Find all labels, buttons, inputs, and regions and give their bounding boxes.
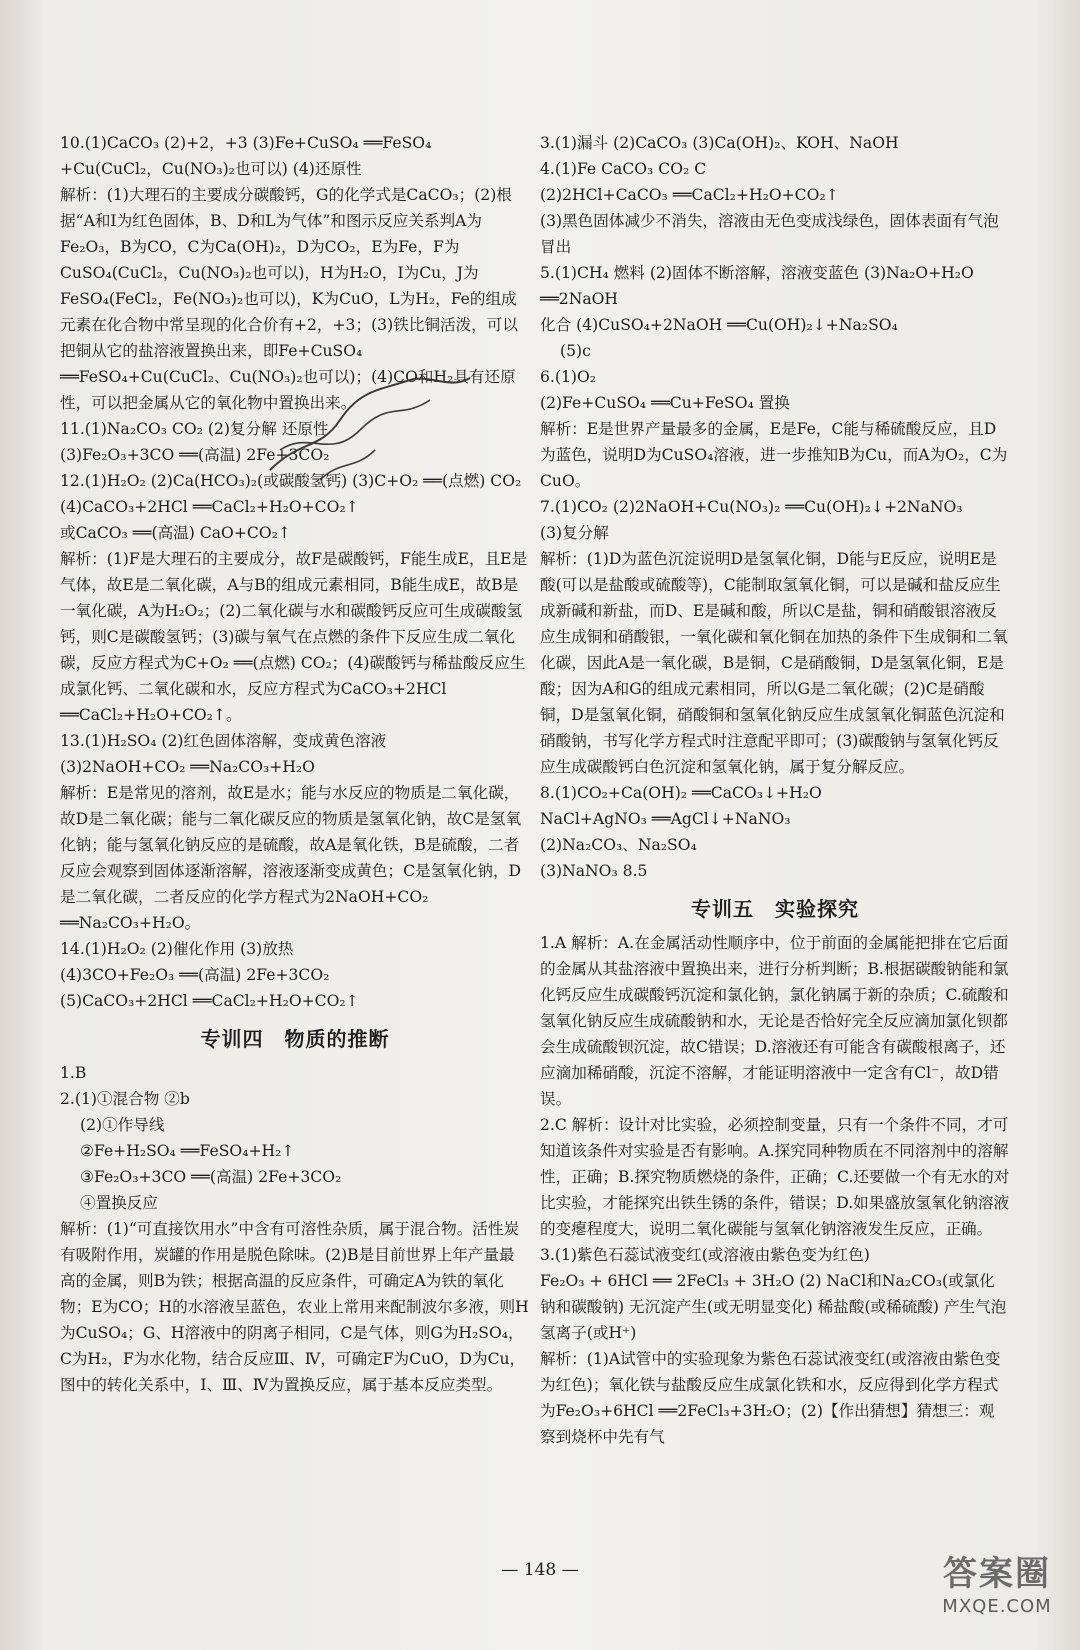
analysis-10: 解析：(1)大理石的主要成分碳酸钙，G的化学式是CaCO₃；(2)根据“A和I为红色固体，B、D和L为气体”和图示反应关系判A为Fe₂O₃，B为CO，C为Ca(OH)₂，D为CO₂，E为Fe，F为CuSO₄(CuCl₂，Cu(NO₃)₂也可以)，H为H₂O，I为Cu，J为FeSO₄(FeCl₂，Fe(NO₃)₂也可以)，K为CuO，L为H₂，Fe的组成元素在化合物中常呈现的化合价有+2，+3；(3)铁比铜活泼，可以把铜从它的盐溶液置换出来，即Fe+CuSO₄ ══FeSO₄+Cu(CuCl₂、Cu(NO₃)₂也可以)；(4)CO和H₂具有还原性，可以把金属从它的氧化物中置换出来。: [60, 186, 518, 412]
s4-answer-7: 7.(1)CO₂ (2)2NaOH+Cu(NO₃)₂ ══Cu(OH)₂↓+2NaNO₃: [540, 498, 963, 516]
s4-answer-7-3: (3)复分解: [540, 524, 609, 542]
answer-14: 14.(1)H₂O₂ (2)催化作用 (3)放热: [60, 940, 294, 958]
answer-13: 13.(1)H₂SO₄ (2)红色固体溶解，变成黄色溶液: [60, 732, 387, 750]
s4-answer-2: 2.(1)①混合物 ②b: [60, 1090, 190, 1108]
s4-answer-4-eq: (2)2HCl+CaCO₃ ══CaCl₂+H₂O+CO₂↑: [540, 186, 839, 204]
answer-10: 10.(1)CaCO₃ (2)+2，+3 (3)Fe+CuSO₄ ══FeSO₄ +Cu(CuCl₂，Cu(NO₃)₂也可以) (4)还原性: [60, 134, 432, 178]
s4-answer-2-eq1: ②Fe+H₂SO₄ ══FeSO₄+H₂↑: [80, 1142, 295, 1160]
s5-answer-1: 1.A 解析：A.在金属活动性顺序中，位于前面的金属能把排在它后面的金属从其盐溶液中置换出来，进行分析判断；B.根据碳酸钠能和氯化钙反应生成碳酸钙沉淀和氯化钠，氯化钠属于新的杂质；C.硫酸和氢氧化钠反应生成硫酸钠和水，无论是否恰好完全反应滴加氯化钡都会生成硫酸钡沉淀，故C错误；D.溶液还有可能含有碳酸根离子，还应滴加稀硝酸，沉淀不溶解，才能证明溶液中一定含有Cl⁻，故D错误。: [540, 934, 1009, 1108]
answer-12: 12.(1)H₂O₂ (2)Ca(HCO₃)₂(或碳酸氢钙) (3)C+O₂ ══(点燃) CO₂ (4)CaCO₃+2HCl ══CaCl₂+H₂O+CO₂↑: [60, 472, 522, 516]
s5-answer-3-eq: Fe₂O₃ + 6HCl ══ 2FeCl₃ + 3H₂O (2) NaCl和Na₂CO₃(或氯化钠和碳酸钠) 无沉淀产生(或无明显变化) 稀盐酸(或稀硫酸) 产生气泡 氢离子(或H⁺): [540, 1272, 1007, 1342]
analysis-13: 解析：E是常见的溶剂，故E是水；能与水反应的物质是二氧化碳，故D是二氧化碳；能与二氧化碳反应的物质是氢氧化钠，故C是氢氧化钠；能与氢氧化钠反应的是硫酸，故A是氧化铁，B是硫酸，二者反应会观察到固体逐渐溶解，溶液逐渐变成黄色；C是氢氧化钠，D是二氧化碳，二者反应的化学方程式为2NaOH+CO₂ ══Na₂CO₃+H₂O。: [60, 784, 522, 932]
answer-12-alt: 或CaCO₃ ══(高温) CaO+CO₂↑: [60, 524, 291, 542]
left-column: [60, 130, 530, 1398]
s4-answer-8-eq: NaCl+AgNO₃ ══AgCl↓+NaNO₃: [540, 810, 791, 828]
site-watermark: [932, 1552, 1062, 1632]
s4-answer-6: 6.(1)O₂: [540, 368, 597, 386]
s4-answer-4-3: (3)黑色固体减少不消失，溶液由无色变成浅绿色，固体表面有气泡冒出: [540, 212, 999, 256]
s4-answer-3: 3.(1)漏斗 (2)CaCO₃ (3)Ca(OH)₂、KOH、NaOH: [540, 134, 899, 152]
analysis-12: 解析：(1)F是大理石的主要成分，故F是碳酸钙，F能生成E，且E是气体，故E是二氧化碳，A与B的组成元素相同，B能生成E，故B是一氧化碳，A为H₂O₂；(2)二氧化碳与水和碳酸钙反应可生成碳酸氢钙，则C是碳酸氢钙；(3)碳与氧气在点燃的条件下反应生成二氧化碳，反应方程式为C+O₂ ══(点燃) CO₂；(4)碳酸钙与稀盐酸反应生成氯化钙、二氧化碳和水，反应方程式为CaCO₃+2HCl ══CaCl₂+H₂O+CO₂↑。: [60, 550, 528, 724]
s4-analysis-6: 解析：E是世界产量最多的金属，E是Fe，C能与稀硫酸反应，且D为蓝色，说明D为CuSO₄溶液，进一步推知B为Cu，而A为O₂，C为CuO。: [540, 420, 1008, 490]
answer-14-eq4: (4)3CO+Fe₂O₃ ══(高温) 2Fe+3CO₂: [60, 966, 330, 984]
watermark-url: MXQE.COM: [942, 1596, 1052, 1617]
s4-answer-8-3: (3)NaNO₃ 8.5: [540, 862, 648, 880]
answer-11: 11.(1)Na₂CO₃ CO₂ (2)复分解 还原性: [60, 420, 329, 438]
handwriting-scribble: [260, 360, 490, 490]
s4-analysis-2: 解析：(1)“可直接饮用水”中含有可溶性杂质，属于混合物。活性炭有吸附作用，炭罐的作用是脱色除味。(2)B是目前世界上年产量最高的金属，则B为铁；根据高温的反应条件，可确定A为铁的氧化物；E为CO；H的水溶液呈蓝色，农业上常用来配制波尔多液，则H为CuSO₄；G、H溶液中的阴离子相同，C是气体，则G为H₂SO₄，C为H₂，F为水化物，结合反应Ⅲ、Ⅳ，可确定F为CuO，D为Cu，图中的转化关系中，Ⅰ、Ⅲ、Ⅳ为置换反应，属于基本反应类型。: [60, 1220, 529, 1394]
s4-answer-5-4: 化合 (4)CuSO₄+2NaOH ══Cu(OH)₂↓+Na₂SO₄: [540, 316, 898, 334]
s5-answer-2: 2.C 解析：设计对比实验，必须控制变量，只有一个条件不同，才可知道该条件对实验是否有影响。A.探究同种物质在不同溶剂中的溶解性，正确；B.探究物质燃烧的条件，正确；C.还要做一个有无水的对比实验，才能探究出铁生锈的条件，错误；D.如果盛放氢氧化钠溶液的变瘪程度大，说明二氧化碳能与氢氧化钠溶液发生反应，正确。: [540, 1116, 1010, 1238]
answer-14-eq5: (5)CaCO₃+2HCl ══CaCl₂+H₂O+CO₂↑: [60, 992, 359, 1010]
section-title-4: 专训四 物质的推断: [200, 1027, 390, 1051]
s4-answer-5: 5.(1)CH₄ 燃料 (2)固体不断溶解，溶液变蓝色 (3)Na₂O+H₂O ══2NaOH: [540, 264, 974, 308]
s4-answer-5-5: (5)c: [560, 342, 591, 360]
section-title-5: 专训五 实验探究: [691, 897, 859, 921]
right-column: [540, 130, 1010, 1450]
s4-answer-8: 8.(1)CO₂+Ca(OH)₂ ══CaCO₃↓+H₂O: [540, 784, 822, 802]
s5-analysis-3: 解析：(1)A试管中的实验现象为紫色石蕊试液变红(或溶液由紫色变为红色)；氧化铁与盐酸反应生成氯化铁和水，反应得到化学方程式为Fe₂O₃+6HCl ══2FeCl₃+3H₂O；(2)【作出猜想】猜想三：观察到烧杯中先有气: [540, 1350, 1001, 1446]
page-number: — 148 —: [501, 1560, 579, 1580]
s4-answer-2-2: (2)①作导线: [80, 1116, 165, 1134]
answer-11-equation: (3)Fe₂O₃+3CO ══(高温) 2Fe+3CO₂: [60, 446, 330, 464]
answer-13-equation: (3)2NaOH+CO₂ ══Na₂CO₃+H₂O: [60, 758, 315, 776]
s4-answer-2-type: ④置换反应: [80, 1194, 158, 1212]
s5-answer-3: 3.(1)紫色石蕊试液变红(或溶液由紫色变为红色): [540, 1246, 870, 1264]
watermark-logo: 答案圈: [943, 1554, 1051, 1594]
s4-analysis-7: 解析：(1)D为蓝色沉淀说明D是氢氧化铜，D能与E反应，说明E是酸(可以是盐酸或硫酸等)，C能制取氢氧化铜，可以是碱和盐反应生成新碱和新盐，而D、E是碱和酸，所以C是盐，铜和硝酸银溶液反应生成铜和硝酸银，一氧化碳和氧化铜在加热的条件下生成铜和二氧化碳，因此A是一氧化碳，B是铜，C是硝酸铜，D是氢氧化铜，E是酸；因为A和G的组成元素相同，所以G是二氧化碳；(2)C是硝酸铜，D是氢氧化铜，硝酸铜和氢氧化钠反应生成氢氧化铜蓝色沉淀和硝酸钠，书写化学方程式时注意配平即可；(3)碳酸钠与氢氧化钙反应生成碳酸钙白色沉淀和氢氧化钠，属于复分解反应。: [540, 550, 1008, 776]
s4-answer-6-2: (2)Fe+CuSO₄ ══Cu+FeSO₄ 置换: [540, 394, 790, 412]
s4-answer-2-eq2: ③Fe₂O₃+3CO ══(高温) 2Fe+3CO₂: [80, 1168, 342, 1186]
s4-answer-4: 4.(1)Fe CaCO₃ CO₂ C: [540, 160, 707, 178]
s4-answer-8-2: (2)Na₂CO₃、Na₂SO₄: [540, 836, 697, 854]
s4-answer-1: 1.B: [60, 1064, 87, 1082]
